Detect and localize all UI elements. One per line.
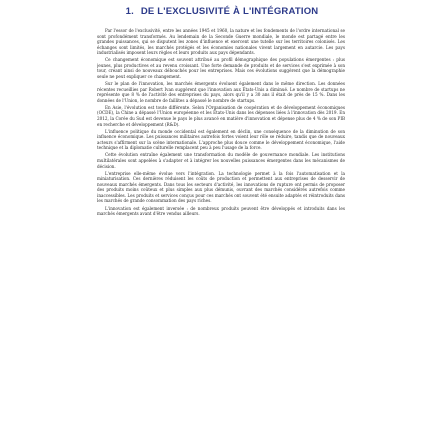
paragraph: Ce changement économique est souvent attribué au profil démographique des populations émergentes : plus jeunes, plus productives et au revenu croissant. Une forte demande de produits et de services s'est exprimée à son tour, créant ainsi de nouveaux débouchés pour les entreprises. Mais ces évolutions suggèrent que la démographie seule ne peut expliquer ce changement. — [97, 57, 345, 79]
section-number: 1. — [125, 6, 134, 17]
paragraph: Cette évolution entraîne également une transformation du modèle de gouvernance mondiale. Les institutions multilatérales sont appelées à s'adapter et à intégrer les nouvelles puissances émergentes dans les mécanismes de décision. — [97, 152, 345, 169]
body-text — [97, 28, 345, 440]
section-title: DE L'EXCLUSIVITÉ À L'INTÉGRATION — [140, 6, 319, 17]
paragraph: En Asie, l'évolution est toute différente. Selon l'Organisation de coopération et de développement économiques (OCDE), la Chine a dépassé l'Union européenne et les États-Unis dans les dépenses liées à l'innovation dès 2019. En 2012, la Corée du Sud est devenue le pays le plus avancé en matière d'innovation et dépense plus de 4 % de son PIB en recherche et développement (R&D). — [97, 104, 345, 127]
paragraph: Sur le plan de l'innovation, les marchés émergents évoluent également dans le même direction. Les données récentes recueillies par Robert Ivan suggèrent que l'innovation aux États-Unis a diminué. Le nombre de startups ne représente que 8 % de l'activité des entreprises du pays, alors qu'il y a 30 ans il était de près de 15 %. Dans les données de l'Union, le nombre de faillites a dépassé le nombre de startups. — [97, 81, 345, 103]
paragraph: L'entreprise elle-même évolue vers l'intégration. La technologie permet à la fois l'automatisation et la miniaturisation. Ces dernières réduisent les coûts de production et permettent aux entreprises de desservir de nouveaux marchés émergents. Dans tous les secteurs d'activité, les innovations de rupture ont permis de proposer des produits moins coûteux et plus simples aux plus démunis, ouvrant des marchés considérés autrefois comme inaccessibles. Les produits et services conçus pour ces marchés ont souvent été ensuite adaptés et réintroduits dans les marchés de grande consommation des pays riches. — [97, 170, 345, 204]
section-heading — [22, 6, 422, 17]
paragraph: Par l'essor de l'exclusivité, entre les années 1945 et 1960, la nature et les fondements de l'ordre international se sont profondément transformés. Au lendemain de la Seconde Guerre mondiale, le monde est partagé entre les grandes puissances, qui se disputent les zones d'influence et exercent une tutelle sur les territoires colonisés. Les échanges sont limités, les marchés protégés et les économies nationales vivent largement en autarcie. Les pays industrialisés imposent leurs règles et leurs produits aux pays dépendants. — [97, 28, 345, 56]
paragraph: L'influence politique du monde occidental est également en déclin, une conséquence de la diminution de son influence économique. Les puissances militaires autrefois fortes voient leur rôle se réduire, tandis que de nouveaux acteurs s'affirment sur la scène internationale. L'approche plus douce comme le développement économique, l'aide technique et la diplomatie culturelle remplacent peu à peu l'usage de la force. — [97, 128, 345, 151]
paragraph: L'innovation est également inversée : de nombreux produits peuvent être développés et introduits dans les marchés émergents avant d'être vendus ailleurs. — [97, 205, 345, 217]
